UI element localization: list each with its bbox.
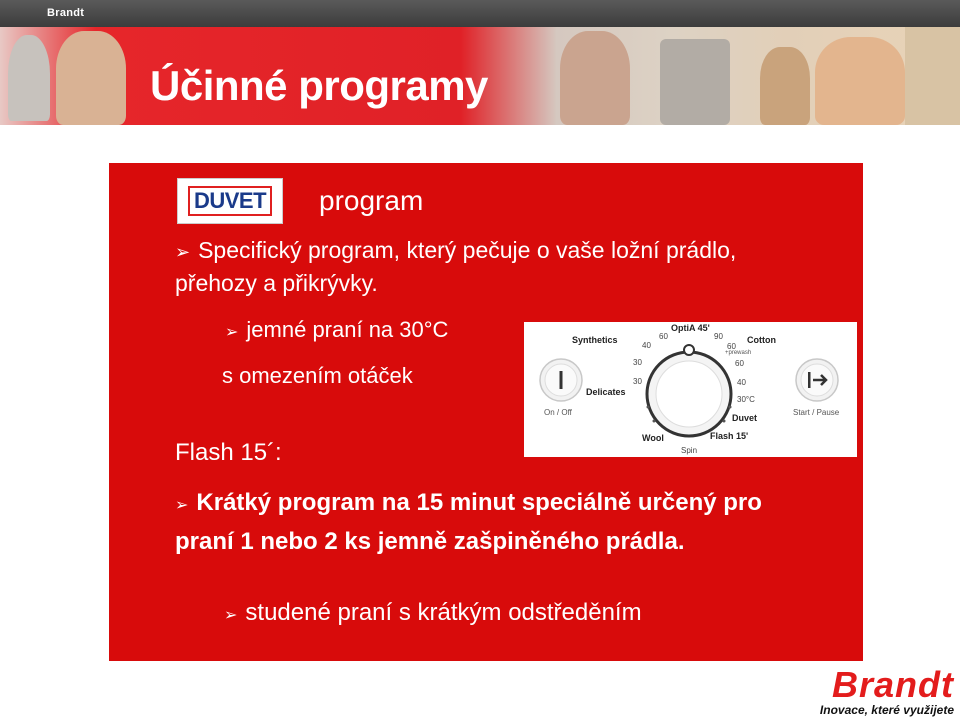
banner-photo-washer: [8, 35, 50, 121]
on-off-label: On / Off: [544, 408, 572, 417]
flash-title: Flash 15´:: [175, 439, 282, 466]
top-brand-logo: Brandt: [47, 7, 85, 19]
flash-description-text: Krátký program na 15 minut speciálně určený pro praní 1 nebo 2 ks jemně zašpiněného prádla.: [175, 489, 762, 555]
brandt-logo-name: Brandt: [832, 664, 954, 705]
duvet-description: [175, 235, 795, 299]
temp-left-1: 40: [642, 341, 651, 350]
duvet-temp-note: [225, 317, 448, 343]
arrow-bullet-icon: ➢: [175, 497, 189, 514]
program-spin: Spin: [681, 446, 698, 455]
program-cotton: Cotton: [747, 335, 776, 345]
brandt-slogan: Inovace, které využijete: [819, 703, 954, 717]
flash-cold-text: studené praní s krátkým odstředěním: [245, 599, 642, 626]
power-icon: [540, 359, 582, 401]
banner-photo-right: [905, 27, 960, 125]
arrow-bullet-icon: ➢: [225, 324, 239, 341]
page-title: Účinné programy: [150, 62, 488, 109]
temp-30c: 30°C: [737, 395, 755, 404]
arrow-bullet-icon: ➢: [175, 242, 191, 262]
header-banner: [0, 27, 960, 125]
top-brand-bar: [0, 0, 960, 27]
banner-photo-baby: [815, 37, 905, 125]
duvet-temp-text: jemné praní na 30°C: [246, 317, 449, 342]
content-panel: [109, 163, 863, 661]
program-prewash: +prewash: [725, 350, 752, 356]
banner-photo-fridge: [660, 39, 730, 125]
program-wool: Wool: [642, 433, 664, 443]
start-pause-label: Start / Pause: [793, 408, 840, 417]
temp-right-1: 60: [727, 342, 736, 351]
temp-left-3: 30: [633, 377, 642, 386]
temp-top-1: 60: [659, 332, 668, 341]
program-delicates: Delicates: [586, 387, 626, 397]
program-duvet: Duvet: [732, 413, 758, 423]
washer-control-panel: [524, 322, 857, 457]
duvet-description-text: Specifický program, který pečuje o vaše ložní prádlo, přehozy a přikrývky.: [175, 237, 737, 296]
duvet-badge: [177, 178, 283, 224]
duvet-badge-text: DUVET: [188, 186, 272, 216]
program-optia: OptiA 45': [671, 323, 710, 333]
program-dial-icon: [647, 345, 732, 436]
program-flash15: Flash 15': [710, 431, 749, 441]
flash-description: [175, 485, 815, 560]
temp-right-2: 60: [735, 359, 744, 368]
temp-right-3: 40: [737, 378, 746, 387]
brandt-logo: [778, 664, 954, 717]
flash-cold-note: [224, 599, 642, 627]
arrow-bullet-icon: ➢: [224, 607, 238, 624]
program-synthetics: Synthetics: [572, 335, 618, 345]
duvet-spin-note: s omezením otáček: [222, 363, 413, 388]
banner-photo-kitchen: [760, 47, 810, 125]
start-pause-icon: [796, 359, 838, 401]
temp-left-2: 30: [633, 358, 642, 367]
banner-photo-family: [56, 31, 126, 125]
program-label: program: [319, 185, 424, 216]
temp-top-2: 90: [714, 332, 723, 341]
banner-photo-woman-drinking: [560, 31, 630, 125]
